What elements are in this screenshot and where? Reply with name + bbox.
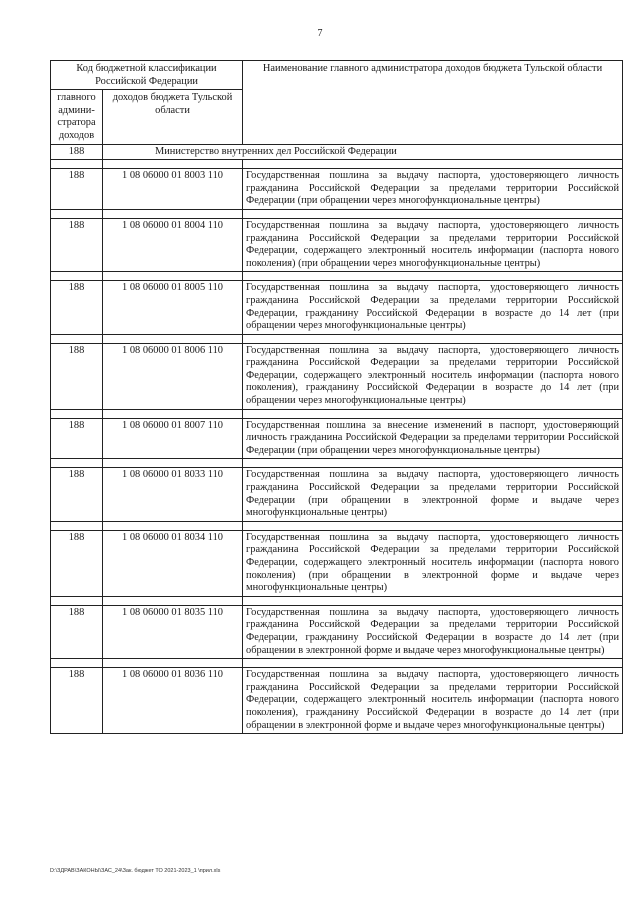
income-code: 1 08 06000 01 8006 110	[103, 343, 243, 409]
spacer-cell	[103, 409, 243, 418]
admin-code: 188	[51, 605, 103, 658]
spacer-cell	[243, 521, 623, 530]
table-row	[51, 218, 623, 271]
admin-code: 188	[51, 343, 103, 409]
row-spacer	[51, 272, 623, 281]
income-name: Государственная пошлина за выдачу паспорта, удостоверяющего личность гражданина Российской Федерации за пределами территории Российской Федерации, содержащего электронный носитель информации (паспорта нового поколения), гражданину Российской Федерации в возрасте до 14 лет (при обращении через многофункциональные центры)	[243, 343, 623, 409]
header-admin-name: Наименование главного администратора доходов бюджета Тульской области	[243, 61, 623, 145]
income-code: 1 08 06000 01 8004 110	[103, 218, 243, 271]
spacer-cell	[51, 209, 103, 218]
spacer-cell	[103, 459, 243, 468]
spacer-cell	[51, 334, 103, 343]
spacer-cell	[243, 409, 623, 418]
spacer-cell	[243, 459, 623, 468]
income-name: Государственная пошлина за выдачу паспорта, удостоверяющего личность гражданина Российской Федерации за пределами территории Российской Федерации, гражданину Российской Федерации в возрасте до 14 лет (при обращении через многофункциональные центры)	[243, 281, 623, 334]
table-row	[51, 281, 623, 334]
spacer-cell	[103, 272, 243, 281]
spacer-cell	[243, 659, 623, 668]
spacer-cell	[51, 659, 103, 668]
spacer-cell	[51, 521, 103, 530]
spacer-cell	[243, 209, 623, 218]
spacer-cell	[51, 596, 103, 605]
spacer-cell	[103, 209, 243, 218]
spacer-cell	[243, 334, 623, 343]
income-code: 1 08 06000 01 8003 110	[103, 169, 243, 210]
row-spacer	[51, 160, 623, 169]
spacer-cell	[51, 459, 103, 468]
spacer-cell	[103, 596, 243, 605]
income-code: 1 08 06000 01 8005 110	[103, 281, 243, 334]
table-row	[51, 343, 623, 409]
spacer-cell	[103, 521, 243, 530]
spacer-cell	[243, 160, 623, 169]
spacer-cell	[243, 596, 623, 605]
table-row	[51, 668, 623, 734]
income-name: Государственная пошлина за выдачу паспорта, удостоверяющего личность гражданина Российской Федерации за пределами территории Российской Федерации, содержащего электронный носитель информации (паспорта нового поколения), гражданину Российской Федерации в возрасте до 14 лет (при обращении в электронной форме и выдаче через многофункциональные центры)	[243, 668, 623, 734]
admin-code: 188	[51, 281, 103, 334]
income-name: Государственная пошлина за выдачу паспорта, удостоверяющего личность гражданина Российской Федерации за пределами территории Российской Федерации, содержащего электронный носитель информации (паспорта нового поколения) (при обращении в электронной форме и выдаче через многофункциональные центры)	[243, 530, 623, 596]
header-kbk: Код бюджетной классификации Российской Федерации	[51, 61, 243, 90]
budget-classification-table	[50, 60, 623, 734]
footer-file-path: D:\ЗДРАВ\ЗАКОНЫ\ЗАС_24\Зак. бюджет ТО 2021-2023_1 \прил.xls	[50, 868, 221, 874]
spacer-cell	[243, 272, 623, 281]
ministry-code: 188	[51, 144, 103, 160]
admin-code: 188	[51, 418, 103, 459]
table-body	[51, 144, 623, 734]
row-spacer	[51, 596, 623, 605]
admin-code: 188	[51, 530, 103, 596]
income-name: Государственная пошлина за выдачу паспорта, удостоверяющего личность гражданина Российской Федерации за пределами территории Российской Федерации (при обращении через многофункциональные центры)	[243, 169, 623, 210]
income-name: Государственная пошлина за выдачу паспорта, удостоверяющего личность гражданина Российской Федерации за пределами территории Российской Федерации (при обращении в электронной форме и выдаче через многофункциональные центры)	[243, 468, 623, 521]
row-spacer	[51, 459, 623, 468]
row-spacer	[51, 521, 623, 530]
income-code: 1 08 06000 01 8036 110	[103, 668, 243, 734]
table-row	[51, 605, 623, 658]
table-row	[51, 418, 623, 459]
spacer-cell	[51, 409, 103, 418]
spacer-cell	[103, 160, 243, 169]
table-row	[51, 468, 623, 521]
income-code: 1 08 06000 01 8007 110	[103, 418, 243, 459]
row-spacer	[51, 409, 623, 418]
income-name: Государственная пошлина за выдачу паспорта, удостоверяющего личность гражданина Российской Федерации за пределами территории Российской Федерации, гражданину Российской Федерации в возрасте до 14 лет (при обращении в электронной форме и выдаче через многофункциональные центры)	[243, 605, 623, 658]
table-header-row	[51, 61, 623, 90]
admin-code: 188	[51, 169, 103, 210]
income-name: Государственная пошлина за внесение изменений в паспорт, удостоверяющий личность гражданина Российской Федерации за пределами территории Российской Федерации (при обращении через многофункциональные центры)	[243, 418, 623, 459]
spacer-cell	[103, 659, 243, 668]
spacer-cell	[51, 160, 103, 169]
spacer-cell	[103, 334, 243, 343]
row-spacer	[51, 659, 623, 668]
admin-code: 188	[51, 468, 103, 521]
row-spacer	[51, 209, 623, 218]
income-name: Государственная пошлина за выдачу паспорта, удостоверяющего личность гражданина Российской Федерации за пределами территории Российской Федерации, содержащего электронный носитель информации (паспорта нового поколения) (при обращении через многофункциональные центры)	[243, 218, 623, 271]
header-sub-admin: главного админи-стратора доходов	[51, 90, 103, 144]
ministry-name: Министерство внутренних дел Российской Федерации	[103, 144, 623, 160]
income-code: 1 08 06000 01 8035 110	[103, 605, 243, 658]
page-number: 7	[317, 28, 323, 39]
header-sub-income: доходов бюджета Тульской области	[103, 90, 243, 144]
row-spacer	[51, 334, 623, 343]
income-code: 1 08 06000 01 8034 110	[103, 530, 243, 596]
table-row	[51, 530, 623, 596]
table-row	[51, 169, 623, 210]
income-code: 1 08 06000 01 8033 110	[103, 468, 243, 521]
admin-code: 188	[51, 218, 103, 271]
admin-code: 188	[51, 668, 103, 734]
ministry-row	[51, 144, 623, 160]
spacer-cell	[51, 272, 103, 281]
